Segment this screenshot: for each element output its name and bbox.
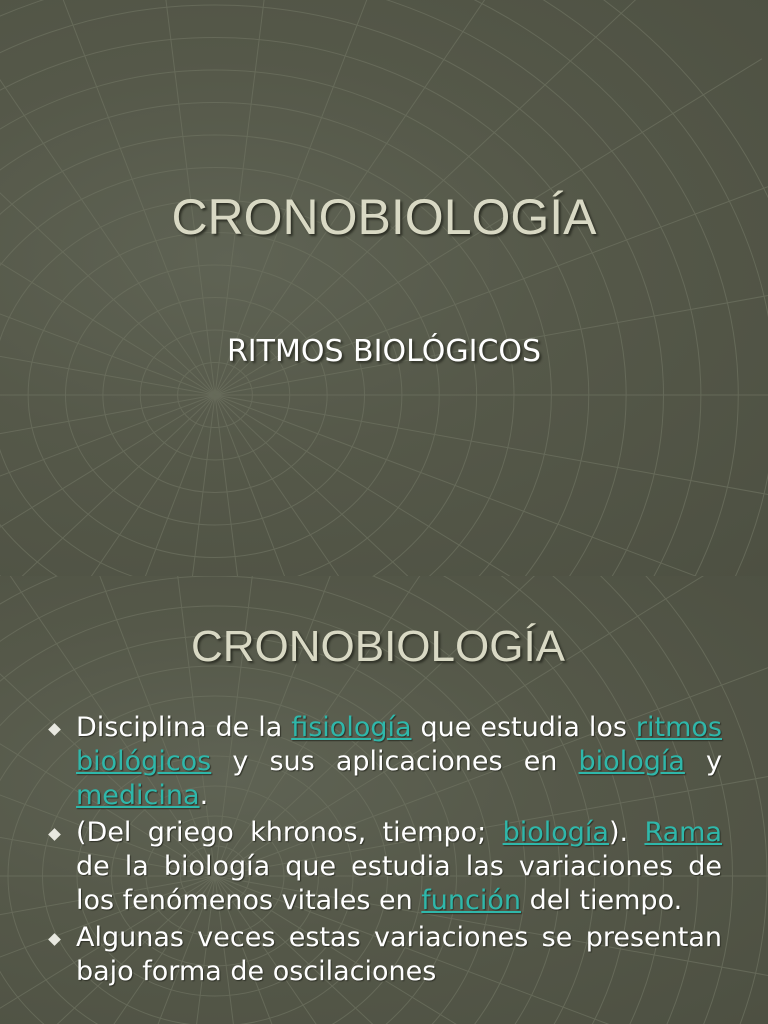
slide-title: CRONOBIOLOGÍA bbox=[171, 189, 597, 245]
bullet-item bbox=[50, 816, 722, 918]
bullet-text: de la biología que estudia las variaciones de los fenómenos vitales en bbox=[76, 851, 722, 916]
link-medicina[interactable]: medicina bbox=[76, 780, 200, 811]
bullet-text: del tiempo. bbox=[521, 885, 683, 916]
diamond-bullet-icon bbox=[48, 723, 61, 736]
bullet-list bbox=[50, 711, 722, 992]
link-rama[interactable]: Rama bbox=[644, 817, 722, 848]
link-biologia[interactable]: biología bbox=[578, 746, 685, 777]
bullet-item bbox=[50, 921, 722, 989]
grid-spoke bbox=[215, 395, 762, 576]
link-funcion[interactable]: función bbox=[421, 885, 522, 916]
link-biologia[interactable]: biología bbox=[502, 817, 609, 848]
grid-ring bbox=[0, 70, 589, 576]
diamond-bullet-icon bbox=[48, 933, 61, 946]
bullet-text: que estudia los bbox=[411, 712, 636, 743]
grid-spoke bbox=[215, 395, 768, 576]
slide-title: CRONOBIOLOGÍA bbox=[190, 622, 566, 671]
bullet-item bbox=[50, 711, 722, 813]
bullet-text: . bbox=[199, 780, 209, 811]
diamond-bullet-icon bbox=[48, 828, 61, 841]
bullet-text: ). bbox=[608, 817, 645, 848]
bullet-text: Disciplina de la bbox=[76, 712, 292, 743]
grid-spoke bbox=[215, 395, 553, 576]
bullet-text: (Del griego khronos, tiempo; bbox=[76, 817, 503, 848]
grid-ring bbox=[0, 38, 626, 577]
link-ritmos-biologicos[interactable]: ritmos biológicos bbox=[76, 712, 722, 777]
bullet-text: y bbox=[684, 746, 723, 777]
slide-2 bbox=[0, 576, 768, 1024]
grid-spoke bbox=[215, 395, 768, 514]
link-fisiologia[interactable]: fisiología bbox=[291, 712, 412, 743]
bullet-text: y sus aplicaciones en bbox=[211, 746, 579, 777]
slide-subtitle: RITMOS BIOLÓGICOS bbox=[226, 334, 542, 369]
bullet-text: Algunas veces estas variaciones se presentan bajo forma de oscilaciones bbox=[76, 922, 722, 987]
